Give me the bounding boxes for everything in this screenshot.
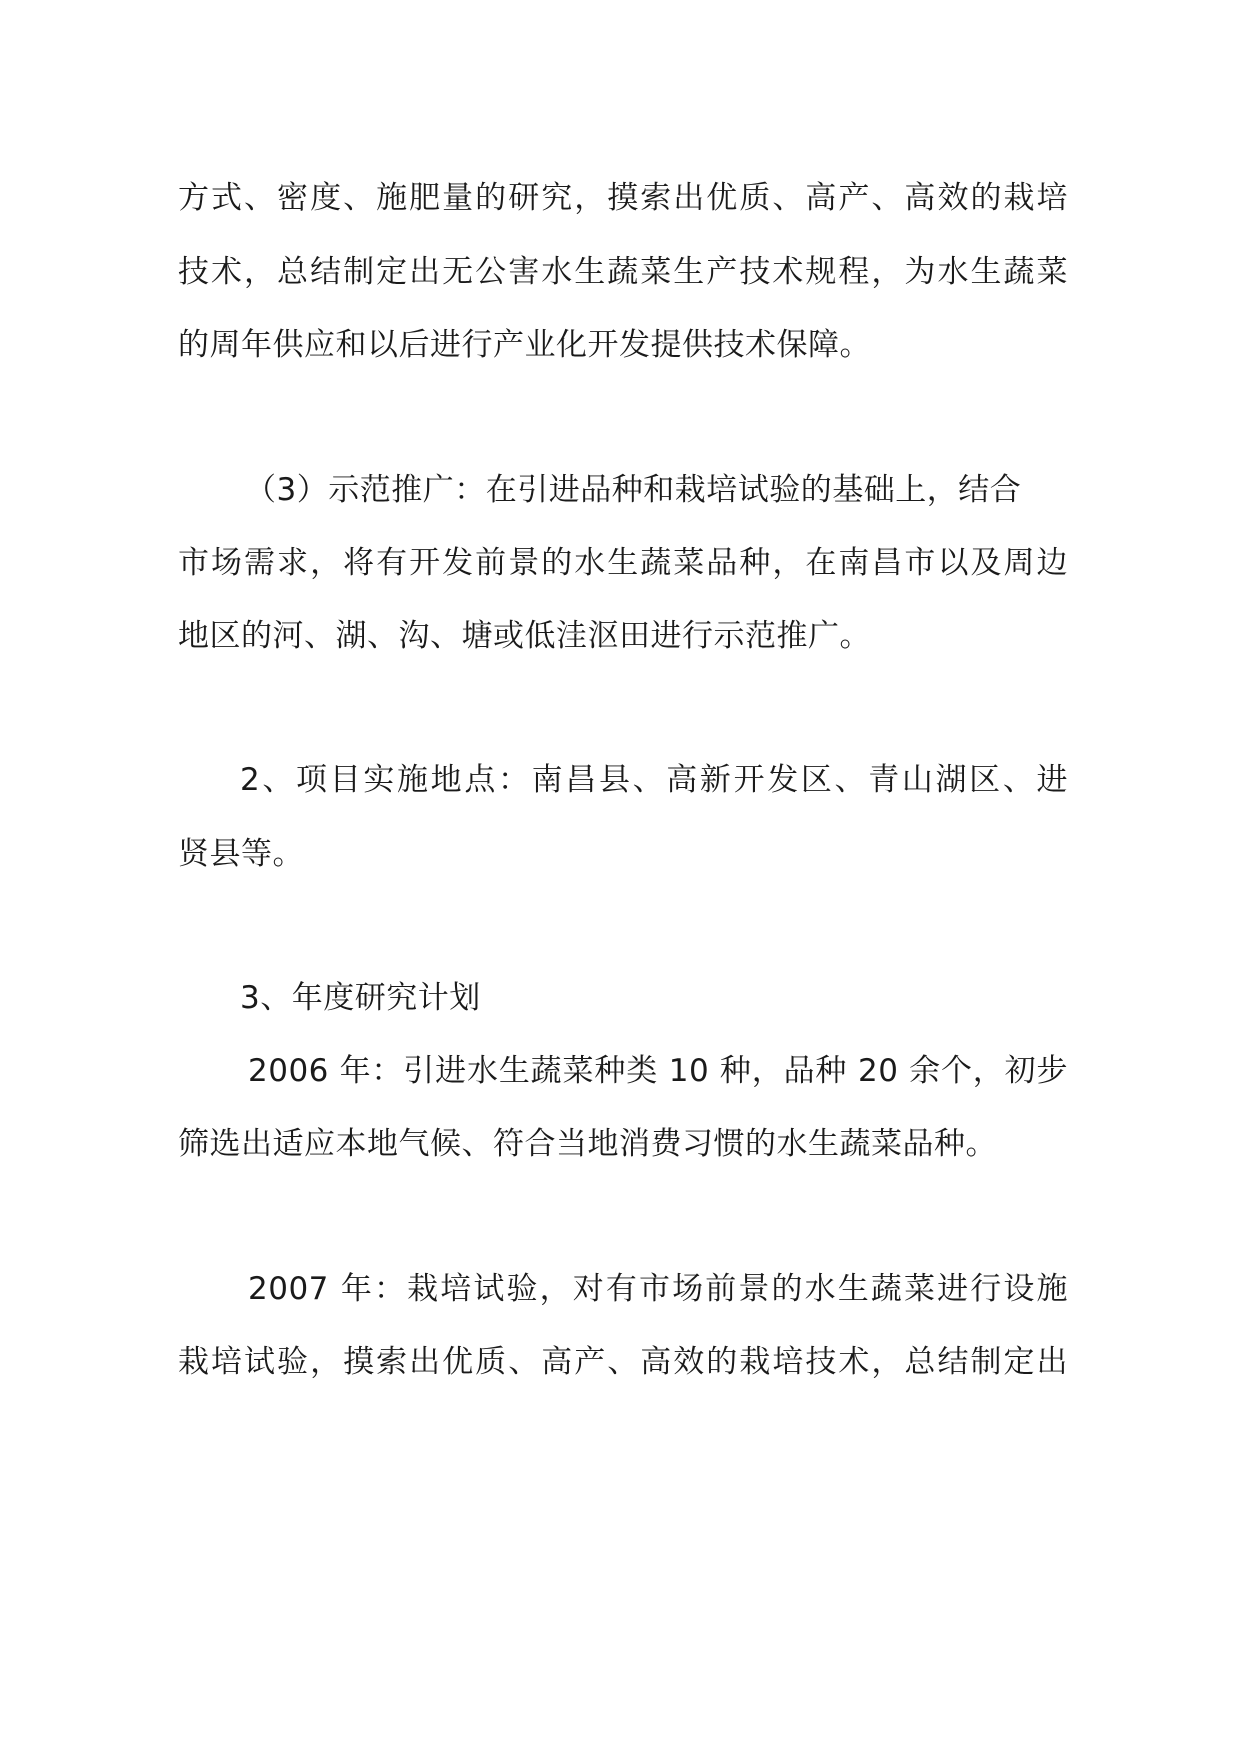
text-line: 贤县等。 — [178, 836, 304, 872]
text-line: 2007 年：栽培试验，对有市场前景的水生蔬菜进行设施 — [248, 1271, 1068, 1307]
text-line: 栽培试验，摸索出优质、高产、高效的栽培技术，总结制定出 — [178, 1344, 1068, 1380]
text-line: 技术，总结制定出无公害水生蔬菜生产技术规程，为水生蔬菜 — [178, 254, 1068, 290]
text-line: 地区的河、湖、沟、塘或低洼沤田进行示范推广。 — [178, 618, 871, 654]
text-line: 的周年供应和以后进行产业化开发提供技术保障。 — [178, 327, 871, 363]
section-heading: 3、年度研究计划 — [240, 980, 481, 1016]
text-line: 市场需求，将有开发前景的水生蔬菜品种，在南昌市以及周边 — [178, 545, 1068, 581]
paragraph-heading-line: （3）示范推广：在引进品种和栽培试验的基础上，结合 — [245, 472, 1022, 508]
text-line: 方式、密度、施肥量的研究，摸索出优质、高产、高效的栽培 — [178, 180, 1068, 216]
text-line: 筛选出适应本地气候、符合当地消费习惯的水生蔬菜品种。 — [178, 1126, 997, 1162]
text-line: 2006 年：引进水生蔬菜种类 10 种，品种 20 余个，初步 — [248, 1053, 1068, 1089]
text-line: 2、项目实施地点：南昌县、高新开发区、青山湖区、进 — [240, 762, 1068, 798]
